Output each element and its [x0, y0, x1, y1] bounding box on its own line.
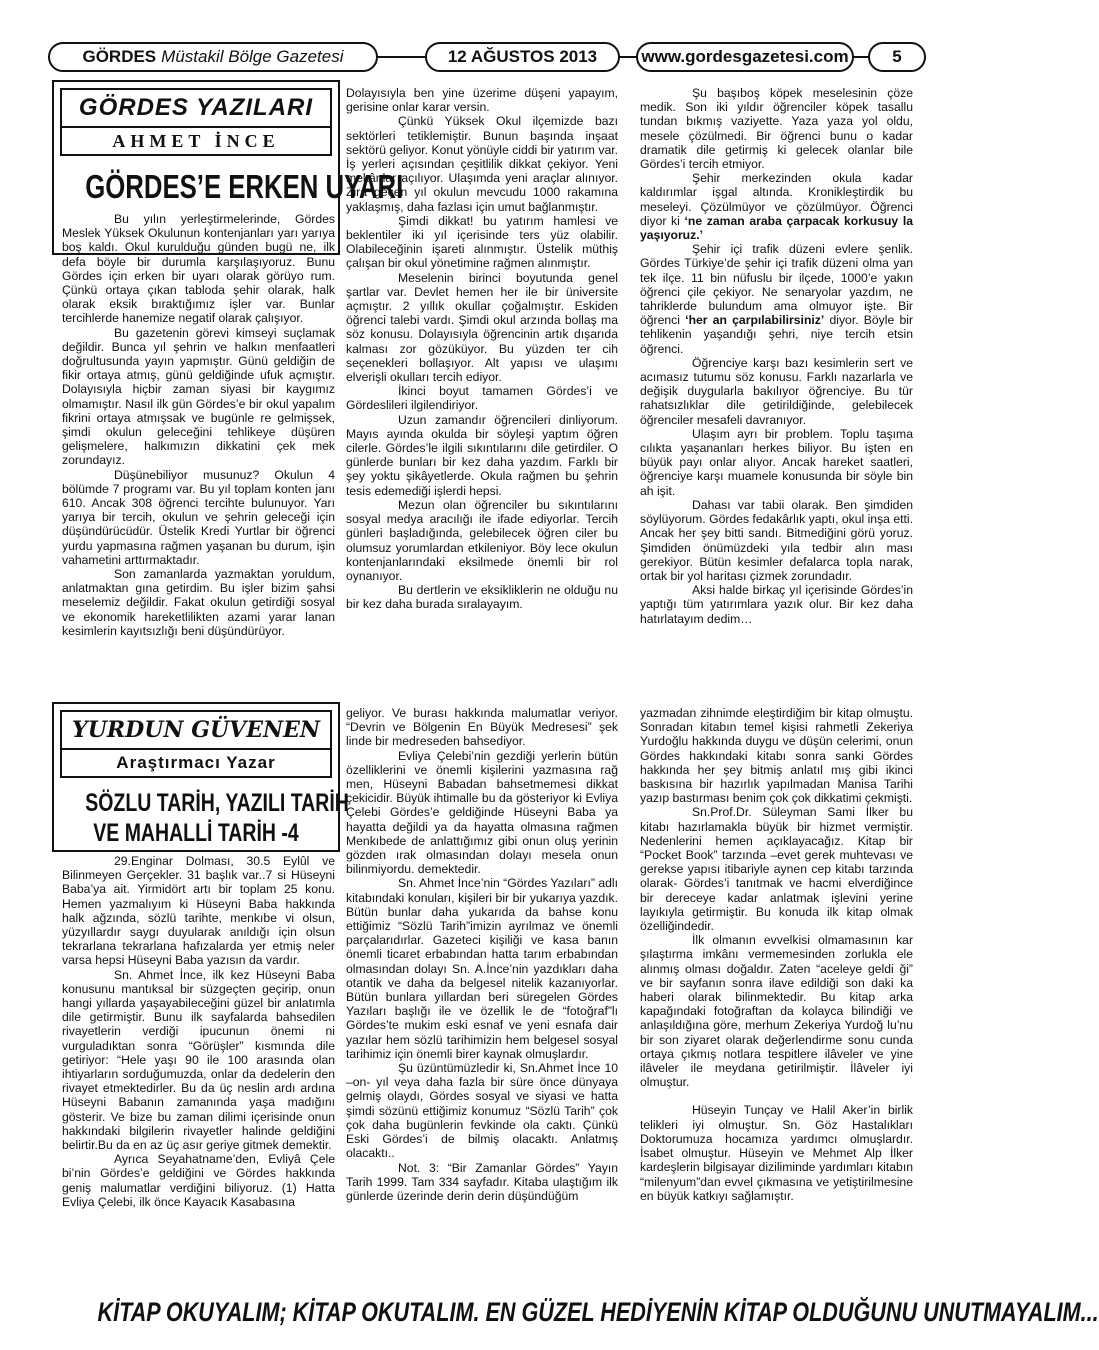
article-headline-line1: SÖZLU TARİH, YAZILI TARİH	[85, 789, 349, 817]
column-logo	[60, 710, 332, 778]
paragraph: Şu başıboş köpek meselesinin çöze medik. Son iki yıldır öğrenciler köpek tasallu tundan bıkmış vaziyette. Yaza yaza yol oldu, mesele çözülmedi. Bir öğrenci bunu o kadar dramatik dile getirmiş ki gelecek olanlar bile Gördes’i tercih etmiyor.	[640, 86, 913, 172]
paragraph: Hüseyin Tunçay ve Halil Aker’in birlik telikleri iyi olmuştur. Sn. Göz Hastalıkları Doktorumuza hocamıza yardımcı olmuşlardır. İsabet olmuştur. Hüseyin ve Mehmet Alp İlker kardeşlerin bilgisayar diziliminde yardımları kitabın “milenyum”dan evvel çıkmasına ve yetiştirilmesine en büyük katkıyı sağlamıştır.	[640, 1103, 913, 1203]
article1-column-middle	[346, 86, 618, 612]
paragraph: Sn. Ahmet İnce’nin “Gördes Yazıları” adlı kitabındaki konuları, kişileri bir bir yukarıya yazdık. Bütün bunlar daha yukarıda da bahse konu ettiğimiz “Sözlü Tarih”imizin ayrılmaz ve önemli parçalarıdırlar. Gazeteci kişiliği ve kasa banın önemli ticaret erbabından hatta tarım erbabından olmasından dolayı Sn. A.İnce’nin yazdıkları daha otantik ve daha da belgesel nitelik kazanıyorlar. Bütün bunlara yıllardan beri süregelen Gördes Yazıları başlığı ile ve özellik le de “fotoğraf”lı Gördes’te mukim eski esnaf ve yeni esnafa dair yazılar hem sözlü tarihimizin hem belgesel sosyal tarihimiz için önemli birer kaynak olmuşlardır.	[346, 876, 618, 1061]
author-name: AHMET İNCE	[112, 131, 280, 151]
paragraph: Not. 3: “Bir Zamanlar Gördes” Yayın Tarih 1999. Tam 334 sayfadır. Kitaba ulaştığım ilk günlerde üzerinde derin derin düşündüğüm	[346, 1160, 618, 1203]
paragraph: yazmadan zihnimde eleştirdiğim bir kitap olmuştu. Sonradan kitabın temel kişisi rahmetli Zekeriya Yurdoğlu hakkında duygu ve düşün celerimi, onun Gördes hakkındaki kitabı sonra sanki Gördes hakkında her şey bitmiş anlatıl mış gibi ikinci baskısına bir hazırlık yapılmadan Manisa Tarihi yazıp bastırması benim çok çok dikkatimi çekmişti.	[640, 706, 913, 806]
article1-column-left	[62, 212, 335, 638]
paper-name: GÖRDES	[82, 47, 157, 66]
paragraph: Bu dertlerin ve eksikliklerin ne olduğu nu bir kez daha burada sıralayayım.	[346, 583, 618, 612]
section-title: GÖRDES YAZILARI	[62, 90, 330, 128]
article2-column-left	[62, 854, 335, 1209]
paragraph: Öğrenciye karşı bazı kesimlerin sert ve acımasız tutumu söz konusu. Farklı nazarlarla ve değişik duygularla bakılıyor öğrenciye. Bu tür rahatsızlıklar dile getirildiğinde, gelebilecek öğrenciler mesafeli davranıyor.	[640, 355, 913, 427]
footer-slogan: KİTAP OKUYALIM; KİTAP OKUTALIM. EN GÜZEL HEDİYENİN KİTAP OLDUĞUNU UNUTMAYALIM...	[97, 1297, 1099, 1327]
paragraph: Son zamanlarda yazmaktan yoruldum, anlatmaktan gına getirdim. Bu işler bizim şahsi meselemiz değildir. Fakat okulun getirdiği sosyal ve ekonomik hareketlilikten azami yarar lanan kesimlerin kayıtsızlığı beni düşündürüyor.	[62, 567, 335, 638]
paragraph: Sn. Ahmet İnce, ilk kez Hüseyni Baba konusunu mantıksal bir süzgeçten geçirip, onun hangi yıllarda yaşayabileceğini güzel bir anlatımla dile getirmiştir. Bunu ilk sayfalarda bahsedilen rivayetlerin verdiği ipucunun önemi ni vurguladıktan sonra “Görüşler” kısmında dile getiriyor: “Hele yaşı 90 ile 100 arasında olan ihtiyarların sorduğumuzda, onlar da dedelerin den rivayet etmektedirler. Bu da üç neslin ardı ardına Hüseyni Babanın zamanında yaşa madığını gösterir. Ve bize bu zaman dilimi içerisinde onun hakkındaki bilgilerin rivayetler halinde geldiğini belirtir.Bu da en az üç asır geriye gitmek demektir.	[62, 967, 335, 1153]
article1-column-right	[640, 86, 913, 626]
paragraph	[640, 171, 913, 242]
paragraph: Sn.Prof.Dr. Süleyman Sami İlker bu kitabı hazırlamakla büyük bir hizmet vermiştir. Nedenlerini hemen açıklayacağız. Kitap bir “Pocket Book” tarzında –evet gerek muhtevası ve gerekse yapısı itibariyle aynen cep kitabı tarzında olarak- Gördes’i tanıtmak ve hacmi elverdiğince bir dereceye kadar anlatmak işlevini yerine layıkıyla getirmiştir. Bu konuda ilk kitap olmak özelliğindedir.	[640, 805, 913, 934]
paragraph-text: Şehir içi trafik düzeni evlere şenlik. Gördes Türkiye’de şehir içi trafik düzeni olma yan tek ilçe. 11 bin nüfuslu bir ilçede, 1000’e yakın öğrenci çile çekiyor. Ne senaryolar yazdım, ne tahriklerde bulundum ama olmuyor işte. Bir öğrenci	[640, 242, 913, 328]
article2-header-box	[52, 702, 349, 852]
paragraph: Ulaşım ayrı bir problem. Toplu taşıma cılıkta yaşananları herkes biliyor. Bu işten en büyük payı onlar alıyor. Ancak hareket saatleri, öğrenciye karşı muamele konusunda bir söyle bin ah işit.	[640, 426, 913, 498]
paragraph: İlk olmanın evvelkisi olmamasının kar şılaştırma imkânı vermemesinden zorlukla ele alınmış olması doğaldır. Zaten “aceleye geldi ği” ve bir sayfanın sonra ilave edildiği son daki ka haberi olarak bilinmektedir. Bu kitap arka kapağındaki fotoğraftan da kolayca bilindiği ve anlaşıldığına göre, merhum Zekeriya Yurdoğ lu’nu bir son ziyaret olarak değerlendirme sonu cunda ortaya çıkmış notlara tespitlere ilâveler ve yine ilâveler ile meydana getirilmiştir. İlâveler iyi olmuştur.	[640, 933, 913, 1090]
column-logo	[60, 88, 332, 156]
paragraph: Dolayısıyla ben yine üzerime düşeni yapayım, gerisine onlar karar versin.	[346, 86, 618, 115]
paragraph: Uzun zamandır öğrencileri dinliyorum. Mayıs ayında okulda bir söyleşi yaptım öğren cilerle. Gördes’le ilgili sıkıntılarını dile getirdiler. O günlerde bunları bir kez daha yazdım. Farklı bir şey yoktu şikâyetlerde. Okula rağmen bu şehrin tesis edemediği işlerdi hepsi.	[346, 412, 618, 498]
website-pill[interactable]	[636, 42, 854, 72]
article2-column-middle	[346, 706, 618, 1203]
page-number-pill	[868, 42, 926, 72]
paragraph: geliyor. Ve burası hakkında malumatlar veriyor. “Devrin ve Bölgenin En Büyük Medresesi” şek linde bir medreseden bahsediyor.	[346, 706, 618, 749]
article-headline-line2: VE MAHALLİ TARİH -4	[93, 819, 299, 847]
paragraph-text: Şehir merkezinden okula kadar kaldırımlar işgal altında. Kronikleştirdik bu meseleyi. Çözülmüyor ve çözülmüyor. Öğrenci diyor ki	[640, 171, 913, 228]
quote: ‘ne zaman araba çarpacak korkusuy la yaşıyoruz.’	[640, 213, 914, 243]
paragraph: Şimdi dikkat! bu yatırım hamlesi ve beklentiler iki yıl içerisinde ters yüz olabilir. Olabileceğinin işareti alınmıştır. Üstelik müthiş çalışan bir okul yönetimine rağmen alınmıştır.	[346, 213, 618, 271]
page-number: 5	[892, 47, 902, 66]
paragraph: Çünkü Yüksek Okul ilçemizde bazı sektörleri tetiklemiştir. Bunun başında inşaat sektörü geliyor. Konut yönüyle ciddi bir yatırım var. İş yerleri açısından çeşitlilik dikkat çekiyor. Yeni mekânlar açılıyor. Ulaşımda yeni araçlar alınıyor. Zira geçen yıl okulun mevcudu 1000 rakamına yaklaşmış, daha fazlası için umut bağlanmıştır.	[346, 114, 618, 214]
paragraph: Bu gazetenin görevi kimseyi suçlamak değildir. Bunca yıl şehrin ve halkın menfaatleri doğrultusunda yayın yapmıştır. Günü geldiğin de fikir ortaya atmış, günü geldiğinde ufuk açmıştır. Dolayısıyla hiçbir zaman siyasi bir kaygımız olmamıştır. Nasıl ilk gün Gördes’e bir okul yapalım fikrini ortaya atmışsak ve bugünle re gelmişsek, şimdi okulun geleceğini tehlikeye düşüren gelişmelere, halkımızın dikkatini çek mek zorundayız.	[62, 325, 335, 468]
paragraph: Düşünebiliyor musunuz? Okulun 4 bölümde 7 programı var. Bu yıl toplam konten janı 610. Ancak 308 öğrenci tercihte bulunuyor. Yarı yarıya bir tercih, okulun ve şehrin geleceği için düşündürücüdür. Üstelik Kredi Yurtlar bir öğrenci yurdu yapmasına rağmen yaşanan bu durum, işin vahametini arttırmaktadır.	[62, 467, 335, 567]
quote: ‘her an çarpılabilirsiniz’	[685, 313, 825, 328]
paragraph: Şu üzüntümüzledir ki, Sn.Ahmet İnce 10 –on- yıl veya daha fazla bir süre önce dünyaya gelmiş olaydı, Gördes sosyal ve siyasi ve hatta şimdi sözünü ettiğimiz konumuz “Sözlü Tarih” çok çok daha bugünlerin fevkinde ola caktı. Çünkü Eski Gördes’i de bilmiş olacaktı. Anlatmış olacaktı..	[346, 1061, 618, 1161]
paragraph	[640, 242, 913, 356]
paragraph: 29.Enginar Dolması, 30.5 Eylûl ve Bilinmeyen Gerçekler. 31 başlık var..7 si Hüseyni Baba’ya ait. Yirmidört artı bir toplam 25 konu. Hemen yazmalıyım ki Hüseyni Baba hakkında halk ağzında, sözlü tarihte, menkıbe vi olsun, yüzyıllardır saygı duyularak anıldığı için olsun tekrarlana tekrarlana hafızalarda yer etmiş neler varsa hepsi Hüseyni Baba yazısın da vardır.	[62, 854, 335, 968]
paragraph: Aksi halde birkaç yıl içerisinde Gördes’in yaptığı tüm yatırımlara yazık olur. Bir kez daha hatırlatayım dedim…	[640, 583, 913, 626]
author-role: Araştırmacı Yazar	[116, 753, 276, 772]
article-headline: GÖRDES’E ERKEN UYARI	[85, 168, 404, 205]
paragraph-text: diyor. Böyle bir tehlikenin yaşandığı şehri, niye tercih etsin öğrenci.	[640, 313, 913, 356]
paragraph: Evliya Çelebi’nin gezdiği yerlerin bütün özelliklerini ve önemli kişilerini yazmasına rağ men, Hüseyni Babadan bahsetmemesi dikkat çekicidir. Büyük ihtimalle bu da gösteriyor ki Evliya Çelebi Gördes’e geldiğinde Hüseyni Baba ya hayatta değildi ya da hayatta olmasına rağmen Menkıbede de anlattığımız gibi onun oluş yerinin gözden ırak olmasından dolayı mesela onun bilinmiyordu. demektedir.	[346, 748, 618, 877]
paragraph: Meselenin birinci boyutunda genel şartlar var. Devlet hemen her ile bir üniversite açmıştır. 2 yıllık okullar çoğalmıştır. Eskiden öğrenci talebi vardı. Şimdi okul arzında bollaş ma söz konusu. Dolayısıyla öğrencinin artık dışarıda kalması zor gözüküyor. Bu yüzden ter cih seçenekleri bollaşıyor. Alt yapısı ve ulaşımı elverişli okulları tercih ediyor.	[346, 270, 618, 385]
paragraph: Bu yılın yerleştirmelerinde, Gördes Meslek Yüksek Okulunun kontenjanları yarı yarıya boş kaldı. Okul kurulduğu günden bugü ne, ilk defa böyle bir durumla karşılaşıyoruz. Bunu Gördes için erken bir uyarı olarak görüyo rum. Çünkü ortaya çıkan tabloda şehir olarak, halk olarak eksik bıraktığımız işler var. Bunlar tercihlerde hanemize negatif olarak çalışıyor.	[62, 212, 335, 326]
paragraph: Mezun olan öğrenciler bu sıkıntılarını sosyal medya aracılığı ile ifade ediyorlar. Tercih günleri başladığında, gelebilecek öğren ciler bu olumsuz yorumlardan etkileniyor. Böy lece okulun kontenjanlarındaki eksilmede önemli bir rol oynanıyor.	[346, 497, 618, 583]
date-pill	[425, 42, 620, 72]
section-title: YURDUN GÜVENEN	[62, 712, 330, 750]
paragraph: Ayrıca Seyahatname’den, Evliyâ Çele bi’nin Gördes’e geldiğini ve Gördes hakkında geniş malumatlar verdiğini biliyoruz. (1) Hatta Evliya Çelebi, ilk önce Kayacık Kasabasına	[62, 1152, 335, 1209]
paragraph: İkinci boyut tamamen Gördes’i ve Gördeslileri ilgilendiriyor.	[346, 384, 618, 413]
masthead-pill	[48, 42, 378, 72]
issue-date: 12 AĞUSTOS 2013	[447, 47, 598, 66]
website-link[interactable]: www.gordesgazetesi.com	[641, 47, 849, 66]
paper-subtitle: Müstakil Bölge Gazetesi	[161, 47, 344, 66]
article2-column-right	[640, 706, 913, 1203]
paragraph: Dahası var tabii olarak. Ben şimdiden söylüyorum. Gördes fedakârlık yaptı, okul inşa etti. Ancak her şey bitti sandı. Bitmediğini görü yoruz. Şimdiden önümüzdeki yıla tedbir alın ması gerekiyor. Bütün kesimler defalarca topla narak, ortak bir yol haritası çizmek zorundadır.	[640, 497, 913, 583]
